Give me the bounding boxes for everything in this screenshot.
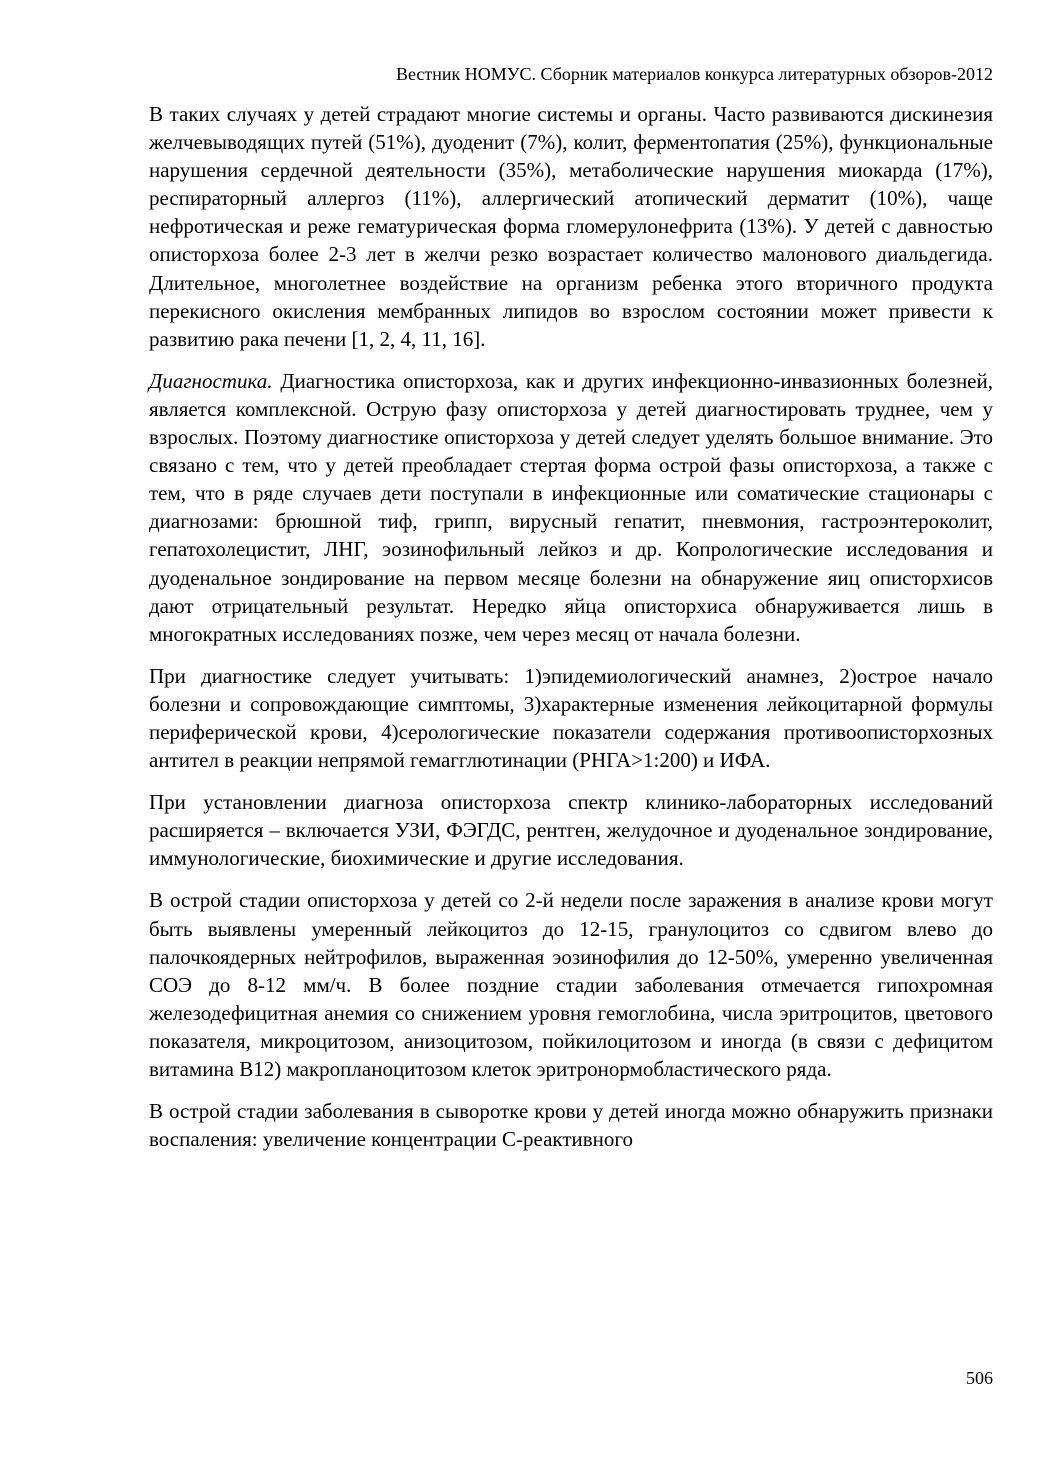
paragraph-text: В острой стадии заболевания в сыворотке крови у детей иногда можно обнаружить признаки воспаления: увеличение концентрации С-реактивного: [149, 1099, 993, 1152]
article-body: [149, 100, 993, 1167]
paragraph-lead-diagnostics: Диагностика.: [149, 368, 273, 393]
paragraph-diagnostics: [149, 367, 993, 648]
paragraph-diagnostic-criteria: [149, 662, 993, 774]
page-number: [966, 1366, 993, 1390]
paragraph-text: В таких случаях у детей страдают многие системы и органы. Часто развиваются дискинезия желчевыводящих путей (51%), дуоденит (7%), колит, ферментопатия (25%), функциональные нарушения сердечной деятельности (35%), метаболические нарушения миокарда (17%), респираторный аллергоз (11%), аллергический атопический дерматит (10%), чаще нефротическая и реже гематурическая форма гломерулонефрита (13%). У детей с давностью описторхоза более 2-3 лет в желчи резко возрастает количество малонового диальдегида. Длительное, многолетнее воздействие на организм ребенка этого вторичного продукта перекисного окисления мембранных липидов во взрослом состоянии может привести к развитию рака печени [1, 2, 4, 11, 16].: [149, 102, 993, 351]
paragraph-complications: [149, 100, 993, 353]
paragraph-text: Диагностика описторхоза, как и других инфекционно-инвазионных болезней, является комплексной. Острую фазу описторхоза у детей диагностировать труднее, чем у взрослых. Поэтому диагностике описторхоза у детей следует уделять большое внимание. Это связано с тем, что у детей преобладает стертая форма острой фазы описторхоза, а также с тем, что в ряде случаев дети поступали в инфекционные или соматические стационары с диагнозами: брюшной тиф, грипп, вирусный гепатит, пневмония, гастроэнтероколит, гепатохолецистит, ЛНГ, эозинофильный лейкоз и др. Копрологические исследования и дуоденальное зондирование на первом месяце болезни на обнаружение яиц описторхисов дают отрицательный результат. Нередко яйца описторхиса обнаруживается лишь в многократных исследованиях позже, чем через месяц от начала болезни.: [149, 368, 993, 646]
paragraph-lab-spectrum: [149, 788, 993, 872]
running-header: [396, 62, 993, 86]
paragraph-blood-analysis: [149, 886, 993, 1083]
page-number-value: 506: [966, 1368, 993, 1388]
paragraph-serum-inflammation: [149, 1097, 993, 1153]
paragraph-text: При диагностике следует учитывать: 1)эпидемиологический анамнез, 2)острое начало болезни и сопровождающие симптомы, 3)характерные изменения лейкоцитарной формулы периферической крови, 4)серологические показатели содержания противоописторхозных антител в реакции непрямой гемагглютинации (РНГА>1:200) и ИФА.: [149, 663, 993, 773]
paragraph-text: При установлении диагноза описторхоза спектр клинико-лабораторных исследований расширяется – включается УЗИ, ФЭГДС, рентген, желудочное и дуоденальное зондирование, иммунологические, биохимические и другие исследования.: [149, 790, 993, 871]
paragraph-text: В острой стадии описторхоза у детей со 2-й недели после заражения в анализе крови могут быть выявлены умеренный лейкоцитоз до 12-15, гранулоцитоз со сдвигом влево до палочкоядерных нейтрофилов, выраженная эозинофилия до 12-50%, умеренно увеличенная СОЭ до 8-12 мм/ч. В более поздние стадии заболевания отмечается гипохромная железодефицитная анемия со снижением уровня гемоглобина, числа эритроцитов, цветового показателя, микроцитозом, анизоцитозом, пойкилоцитозом и иногда (в связи с дефицитом витамина В12) макропланоцитозом клеток эритронормобластического ряда.: [149, 888, 993, 1081]
running-header-title: Вестник НОМУС. Сборник материалов конкурса литературных обзоров-2012: [395, 64, 993, 84]
